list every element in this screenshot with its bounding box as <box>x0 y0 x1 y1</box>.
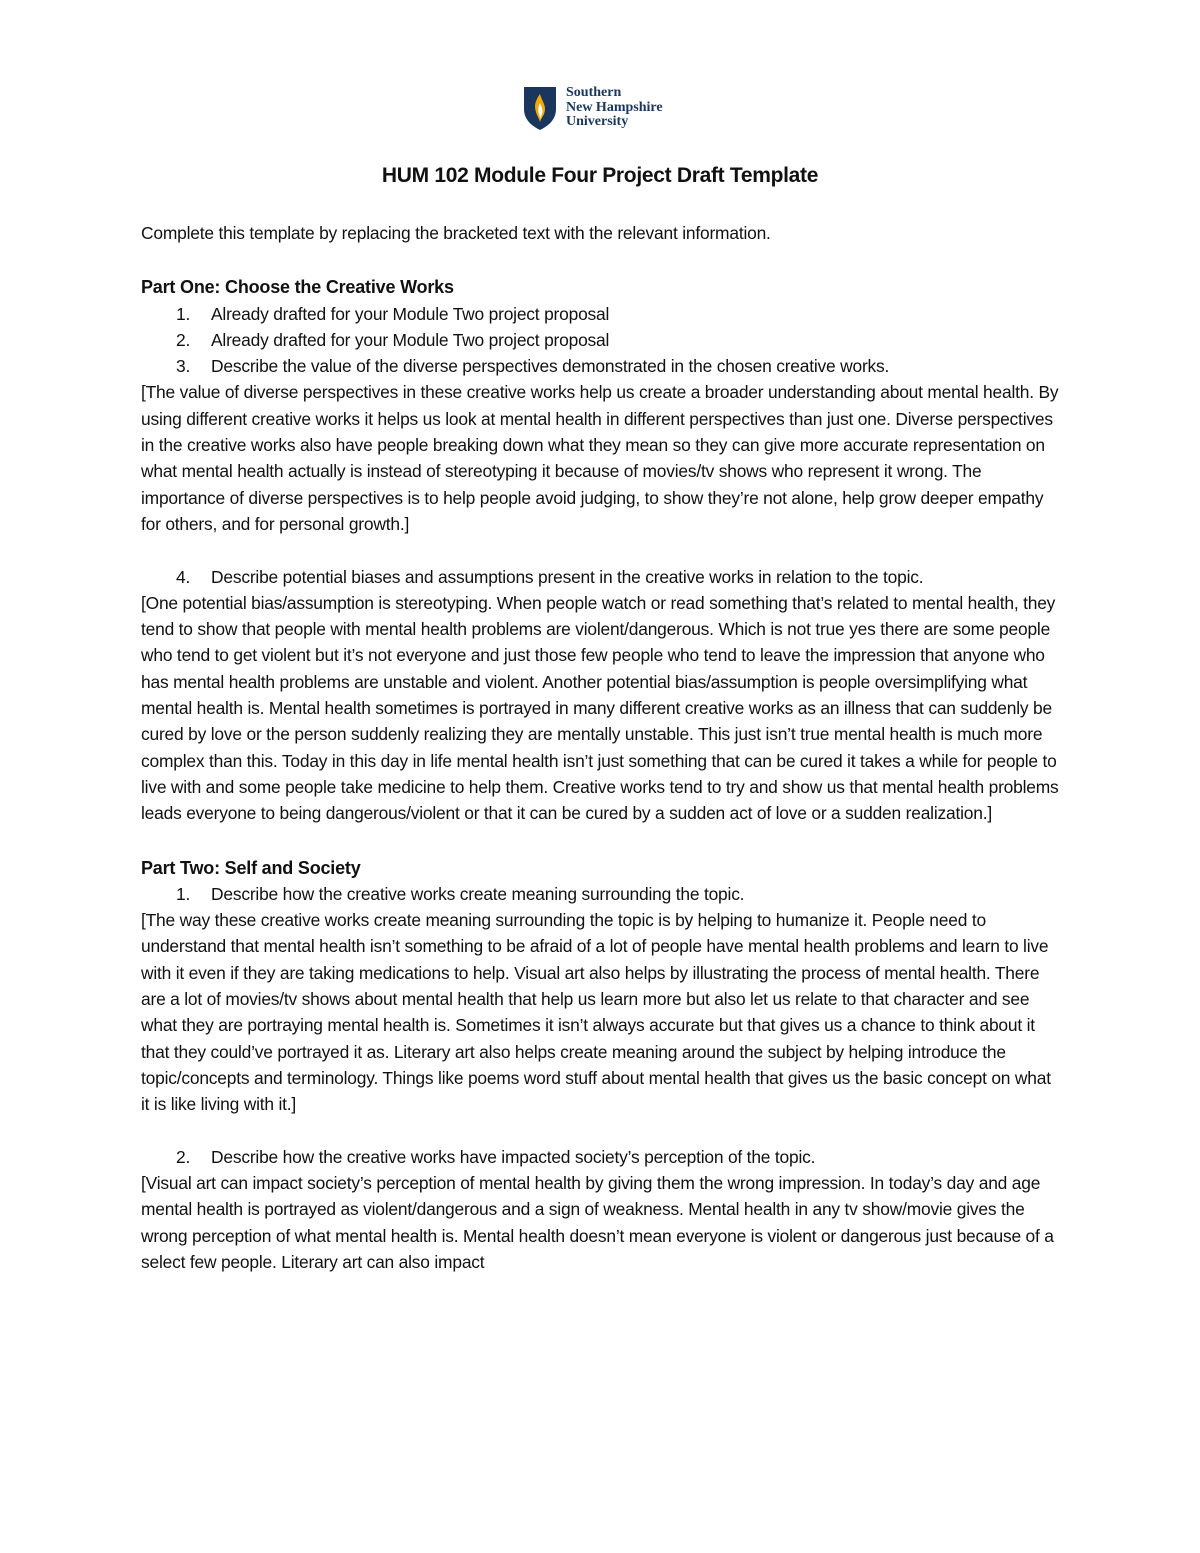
answer-paragraph: [The way these creative works create meaning surrounding the topic is by helping to humanize it. People need to understand that mental health isn’t something to be afraid of a lot of people have mental health problems and learn to live with it even if they are taking medications to help. Visual art also helps by illustrating the process of mental health. There are a lot of movies/tv shows about mental health that help us learn more but also let us relate to that character and see what they are portraying mental health is. Sometimes it isn’t always accurate but that gives us a chance to think about it that they could’ve portrayed it as. Literary art also helps create meaning around the subject by helping introduce the topic/concepts and terminology. Things like poems word stuff about mental health that gives us the basic concept on what it is like living with it.] <box>141 910 1051 1115</box>
document-title: HUM 102 Module Four Project Draft Template <box>381 164 819 187</box>
university-logo <box>522 84 663 132</box>
list-text: Describe the value of the diverse perspectives demonstrated in the chosen creative works. <box>211 356 890 377</box>
list-number: 1. <box>176 303 191 324</box>
logo-line: University <box>566 114 629 130</box>
document-body <box>141 220 1061 1275</box>
list-item <box>141 301 1061 327</box>
part-one-list <box>141 301 1061 380</box>
list-text: Describe how the creative works create meaning surrounding the topic. <box>211 883 745 904</box>
list-text: Already drafted for your Module Two project proposal <box>211 303 610 324</box>
list-text: Describe potential biases and assumptions present in the creative works in relation to the topic. <box>211 566 924 587</box>
part-one-list-continued <box>141 564 1061 590</box>
logo-line: Southern <box>566 85 622 101</box>
part-two-list-continued <box>141 1144 1061 1170</box>
list-number: 3. <box>176 356 191 377</box>
list-item <box>141 327 1061 353</box>
part-two-heading: Part Two: Self and Society <box>141 857 361 878</box>
list-item <box>141 1144 1061 1170</box>
logo-line: New Hampshire <box>566 99 663 115</box>
shield-flame-icon <box>522 85 558 131</box>
list-number: 4. <box>176 566 191 587</box>
list-item <box>141 881 1061 907</box>
answer-paragraph: [The value of diverse perspectives in these creative works help us create a broader understanding about mental health. By using different creative works it helps us look at mental health in different perspectives than just one. Diverse perspectives in the creative works also have people breaking down what they mean so they can give more accurate representation on what mental health actually is instead of stereotyping it because of movies/tv shows who represent it wrong. The importance of diverse perspectives is to help people avoid judging, to show they’re not alone, help grow deeper empathy for others, and for personal growth.] <box>141 382 1059 534</box>
list-item <box>141 564 1061 590</box>
logo-wordmark <box>566 86 663 130</box>
list-text: Already drafted for your Module Two project proposal <box>211 329 610 350</box>
list-number: 2. <box>176 329 191 350</box>
list-number: 1. <box>176 883 191 904</box>
list-item <box>141 353 1061 379</box>
answer-paragraph: [One potential bias/assumption is stereotyping. When people watch or read something that’s related to mental health, they tend to show that people with mental health problems are violent/dangerous. Which is not true yes there are some people who tend to get violent but it’s not everyone and just those few people who tend to leave the impression that anyone who has mental health problems are unstable and violent. Another potential bias/assumption is people oversimplifying what mental health is. Mental health sometimes is portrayed in many different creative works as an illness that can suddenly be cured by love or the person suddenly realizing they are mentally unstable. This just isn’t true mental health is much more complex than this. Today in this day in life mental health isn’t just something that can be cured it takes a while for people to live with and some people take medicine to help them. Creative works tend to try and show us that mental health problems leads everyone to being dangerous/violent or that it can be cured by a sudden act of love or a sudden realization.] <box>141 592 1059 824</box>
intro-paragraph: Complete this template by replacing the bracketed text with the relevant information. <box>141 223 771 243</box>
part-one-heading: Part One: Choose the Creative Works <box>141 277 454 298</box>
answer-paragraph: [Visual art can impact society’s perception of mental health by giving them the wrong impression. In today’s day and age mental health is portrayed as violent/dangerous and a sign of weakness. Mental health in any tv show/movie gives the wrong perception of what mental health is. Mental health doesn’t mean everyone is violent or dangerous just because of a select few people. Literary art can also impact <box>141 1173 1054 1272</box>
list-number: 2. <box>176 1146 191 1167</box>
part-two-list <box>141 881 1061 907</box>
list-text: Describe how the creative works have impacted society’s perception of the topic. <box>211 1146 816 1167</box>
